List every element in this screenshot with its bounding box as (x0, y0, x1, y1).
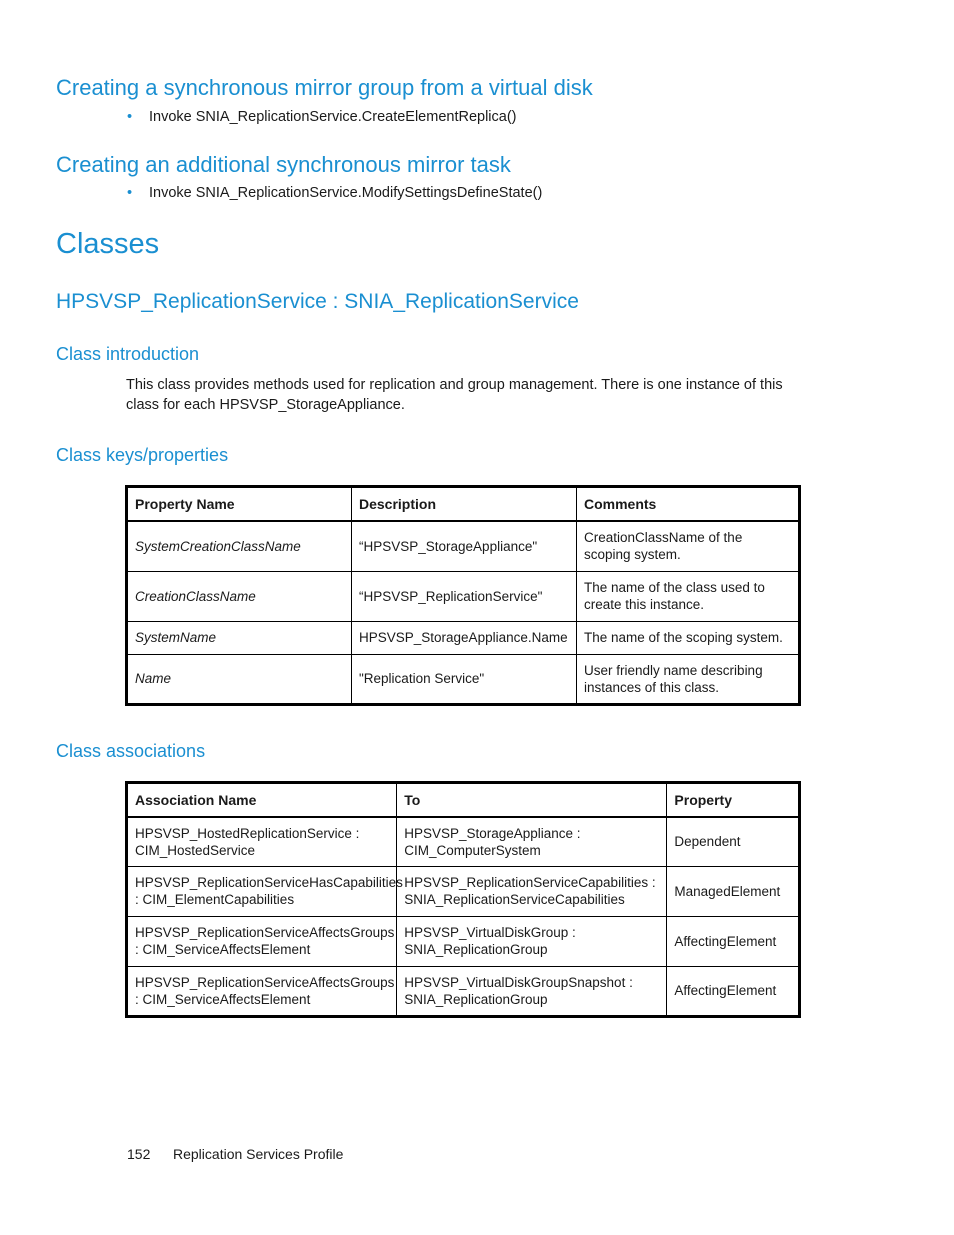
table-cell: CreationClassName of the scoping system. (577, 521, 800, 571)
column-header: To (397, 783, 667, 818)
table-cell: “HPSVSP_StorageAppliance" (352, 521, 577, 571)
table-cell: AffectingElement (667, 916, 800, 966)
bullet-icon: • (127, 185, 133, 201)
table-row (127, 866, 800, 916)
table-cell: HPSVSP_StorageAppliance : CIM_ComputerSystem (397, 817, 667, 866)
heading-class-introduction: Class introduction (56, 344, 200, 364)
table-row (127, 916, 800, 966)
table-cell: SystemName (127, 621, 352, 654)
table-cell: HPSVSP_StorageAppliance.Name (352, 621, 577, 654)
table-cell: HPSVSP_ReplicationServiceHasCapabilities : CIM_ElementCapabilities (127, 866, 397, 916)
bullet-icon: • (127, 109, 133, 125)
table-row (127, 654, 800, 704)
page-footer (127, 1146, 343, 1162)
heading-class-associations: Class associations (56, 741, 206, 761)
bullet-text: Invoke SNIA_ReplicationService.CreateElementReplica() (149, 109, 517, 125)
heading-class-keys: Class keys/properties (56, 445, 229, 465)
table-cell: CreationClassName (127, 571, 352, 621)
table-cell: ManagedElement (667, 866, 800, 916)
page-number: 152 (127, 1146, 151, 1162)
table-cell: HPSVSP_ReplicationServiceAffectsGroups : CIM_ServiceAffectsElement (127, 966, 397, 1016)
bullet-item (127, 185, 542, 201)
column-header: Association Name (127, 783, 397, 818)
class-introduction-text: This class provides methods used for replication and group management. There is one instance of this class for each HPSVSP_StorageAppliance. (126, 377, 783, 413)
bullet-item (127, 109, 517, 125)
column-header: Description (352, 487, 577, 522)
associations-table (125, 781, 801, 1018)
table-header-row (127, 487, 800, 522)
table-row (127, 521, 800, 571)
table-cell: "Replication Service" (352, 654, 577, 704)
table-cell: User friendly name describing instances of this class. (577, 654, 800, 704)
table-cell: “HPSVSP_ReplicationService" (352, 571, 577, 621)
heading-classes: Classes (56, 228, 160, 260)
table-row (127, 966, 800, 1016)
heading-sync-mirror-group: Creating a synchronous mirror group from a virtual disk (56, 75, 593, 100)
table-cell: HPSVSP_VirtualDiskGroup : SNIA_ReplicationGroup (397, 916, 667, 966)
column-header: Property Name (127, 487, 352, 522)
table-cell: SystemCreationClassName (127, 521, 352, 571)
table-cell: HPSVSP_HostedReplicationService : CIM_HostedService (127, 817, 397, 866)
table-cell: Dependent (667, 817, 800, 866)
heading-class-name: HPSVSP_ReplicationService : SNIA_ReplicationService (56, 290, 579, 313)
table-cell: The name of the class used to create this instance. (577, 571, 800, 621)
column-header: Comments (577, 487, 800, 522)
table-header-row (127, 783, 800, 818)
column-header: Property (667, 783, 800, 818)
footer-section-name: Replication Services Profile (173, 1146, 344, 1162)
table-cell: AffectingElement (667, 966, 800, 1016)
table-cell: HPSVSP_VirtualDiskGroupSnapshot : SNIA_ReplicationGroup (397, 966, 667, 1016)
table-cell: Name (127, 654, 352, 704)
table-cell: HPSVSP_ReplicationServiceCapabilities : SNIA_ReplicationServiceCapabilities (397, 866, 667, 916)
heading-additional-mirror-task: Creating an additional synchronous mirror task (56, 152, 511, 177)
table-cell: The name of the scoping system. (577, 621, 800, 654)
bullet-text: Invoke SNIA_ReplicationService.ModifySettingsDefineState() (149, 185, 543, 201)
table-cell: HPSVSP_ReplicationServiceAffectsGroups : CIM_ServiceAffectsElement (127, 916, 397, 966)
table-row (127, 571, 800, 621)
properties-table (125, 485, 801, 706)
table-row (127, 621, 800, 654)
table-row (127, 817, 800, 866)
